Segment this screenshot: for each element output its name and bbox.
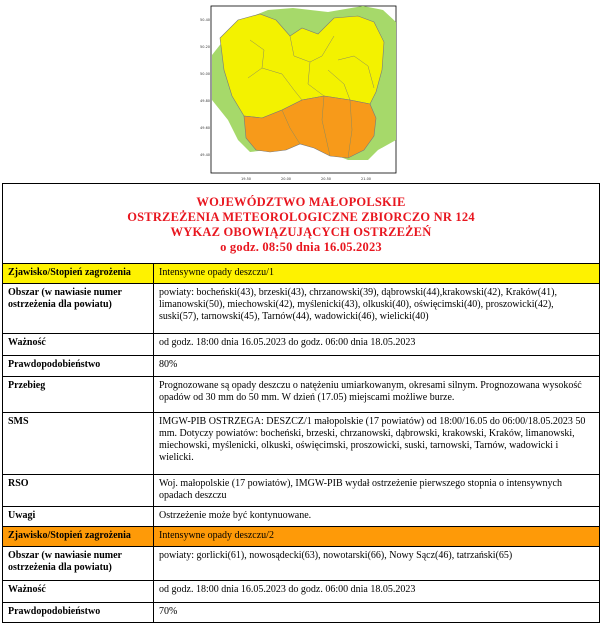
remarks-value: Ostrzeżenie może być kontynuowane. [154, 507, 600, 527]
probability-label: Prawdopodobieństwo [3, 356, 154, 377]
table-row [3, 284, 600, 334]
lat-label: 50.40 [200, 18, 211, 22]
warnings-number-title: OSTRZEŻENIA METEOROLOGICZNE ZBIORCZO NR 124 [127, 210, 475, 224]
issue-time: o godz. 08:50 dnia 16.05.2023 [220, 240, 382, 254]
area-label: Obszar (w nawiasie numer ostrzeżenia dla powiatu) [3, 547, 154, 581]
table-row [3, 413, 600, 475]
probability-value: 70% [154, 603, 600, 623]
table-row [3, 377, 600, 413]
area-value: powiaty: gorlicki(61), nowosądecki(63), nowotarski(66), Nowy Sącz(46), tatrzański(65) [154, 547, 600, 581]
validity-value: od godz. 18:00 dnia 16.05.2023 do godz. 06:00 dnia 18.05.2023 [154, 334, 600, 356]
lon-label: 20.00 [281, 177, 292, 181]
lon-label: 21.00 [361, 177, 372, 181]
lat-label: 49.60 [200, 126, 211, 130]
sms-value: IMGW-PIB OSTRZEGA: DESZCZ/1 małopolskie (17 powiatów) od 18:00/16.05 do 06:00/18.05.2023 50 mm. Dotyczy powiatów: bocheński, brzeski, chrzanowski, dąbrowski, krakowski, Kraków, limanowski, miechowski, myślenicki, olkuski, oświęcimski, proszowicki, suski, tarnowski, Tarnów, wadowicki i wielicki. [154, 413, 600, 475]
area-label: Obszar (w nawiasie numer ostrzeżenia dla powiatu) [3, 284, 154, 334]
table-row [3, 581, 600, 603]
validity-label: Ważność [3, 334, 154, 356]
warnings-list-title: WYKAZ OBOWIĄZUJĄCYCH OSTRZEŻEŃ [170, 225, 432, 239]
phenomenon-value: Intensywne opady deszczu/2 [154, 527, 600, 547]
table-row [3, 547, 600, 581]
sms-label: SMS [3, 413, 154, 475]
course-value: Prognozowane są opady deszczu o natężeniu umiarkowanym, okresami silnym. Prognozowana wysokość opadów od 30 mm do 50 mm. W dzień (17.05) miejscami możliwe burze. [154, 377, 600, 413]
probability-label: Prawdopodobieństwo [3, 603, 154, 623]
rso-label: RSO [3, 475, 154, 507]
warnings-table [2, 263, 600, 623]
validity-label: Ważność [3, 581, 154, 603]
malopolska-map-svg [198, 0, 403, 183]
area-value: powiaty: bocheński(43), brzeski(43), chrzanowski(39), dąbrowski(44),krakowski(42), Kraków(41), limanowski(50), miechowski(42), myślenicki(43), olkuski(40), oświęcimski(40), proszowicki(42), suski(57), tarnowski(45), Tarnów(44), wadowicki(46), wielicki(40) [154, 284, 600, 334]
lat-label: 49.40 [200, 153, 211, 157]
lat-label: 50.00 [200, 72, 211, 76]
table-row [3, 603, 600, 623]
lat-label: 50.20 [200, 45, 211, 49]
validity-value: od godz. 18:00 dnia 16.05.2023 do godz. 06:00 dnia 18.05.2023 [154, 581, 600, 603]
lat-label: 49.80 [200, 99, 211, 103]
lon-label: 19.50 [241, 177, 252, 181]
phenomenon-label: Zjawisko/Stopień zagrożenia [3, 527, 154, 547]
lon-label: 20.50 [321, 177, 332, 181]
warning-header [2, 183, 600, 263]
phenomenon-value: Intensywne opady deszczu/1 [154, 264, 600, 284]
table-row [3, 527, 600, 547]
table-row [3, 264, 600, 284]
course-label: Przebieg [3, 377, 154, 413]
probability-value: 80% [154, 356, 600, 377]
rso-value: Woj. małopolskie (17 powiatów), IMGW-PIB wydał ostrzeżenie pierwszego stopnia o intensywnych opadach deszczu [154, 475, 600, 507]
table-row [3, 356, 600, 377]
table-row [3, 475, 600, 507]
table-row [3, 334, 600, 356]
remarks-label: Uwagi [3, 507, 154, 527]
phenomenon-label: Zjawisko/Stopień zagrożenia [3, 264, 154, 284]
voivodeship-title: WOJEWÓDZTWO MAŁOPOLSKIE [196, 195, 406, 209]
warning-map [198, 0, 403, 183]
table-row [3, 507, 600, 527]
